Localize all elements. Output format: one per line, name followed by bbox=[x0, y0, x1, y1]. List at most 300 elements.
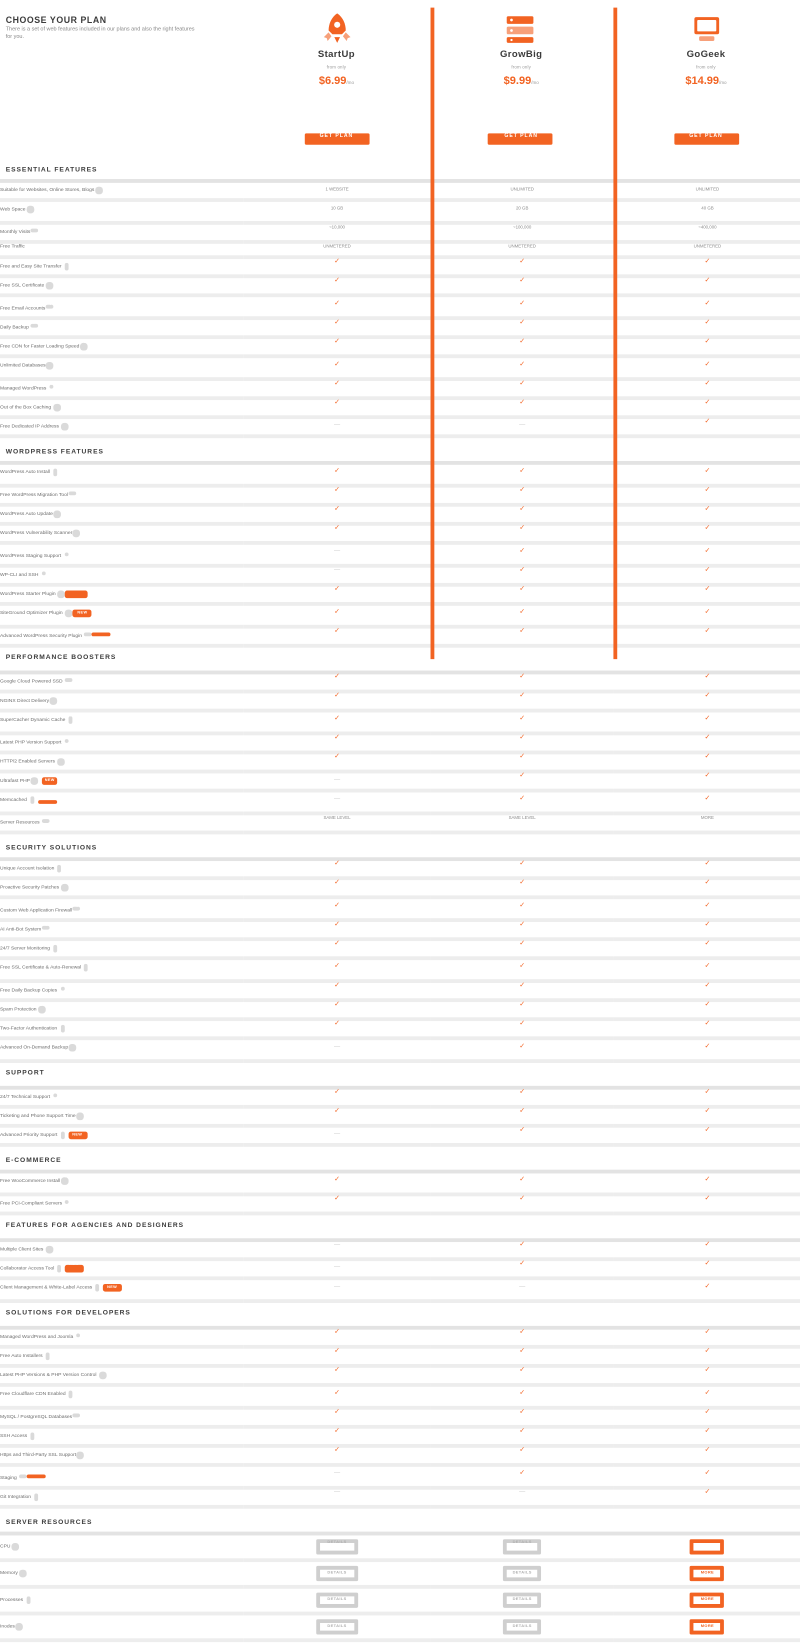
details-button[interactable]: DETAILS bbox=[318, 1593, 357, 1608]
help-icon[interactable]: ? bbox=[41, 818, 47, 824]
feature-value-cell bbox=[430, 772, 615, 792]
table-row bbox=[0, 812, 800, 832]
feature-value-cell bbox=[615, 899, 800, 919]
check-icon: ✓ bbox=[334, 607, 340, 616]
dash-icon: — bbox=[334, 1495, 341, 1499]
check-icon: ✓ bbox=[704, 567, 711, 576]
check-icon: ✓ bbox=[704, 881, 711, 890]
section-title: E-COMMERCE bbox=[0, 1148, 800, 1174]
feature-value-cell bbox=[244, 525, 429, 545]
feature-value-cell bbox=[244, 504, 429, 524]
feature-value-cell bbox=[615, 1328, 800, 1346]
feature-value-cell bbox=[430, 525, 615, 545]
help-icon[interactable]: ? bbox=[70, 490, 76, 496]
check-icon: ✓ bbox=[519, 340, 526, 348]
dash-icon: — bbox=[334, 1047, 341, 1052]
feature-value-cell bbox=[244, 545, 429, 565]
feature-table bbox=[0, 1241, 800, 1301]
feature-label: Latest PHP Versions & PHP Version Control bbox=[0, 1376, 97, 1381]
feature-label: Free Dedicated IP Address bbox=[0, 428, 59, 433]
feature-label: Proactive Security Patches bbox=[0, 889, 60, 894]
feature-value-cell bbox=[244, 1000, 429, 1020]
feature-value-cell[interactable] bbox=[244, 1560, 429, 1587]
feature-label: Git Integration bbox=[0, 1497, 32, 1502]
table-row bbox=[0, 484, 800, 504]
check-icon: ✓ bbox=[519, 1109, 526, 1117]
help-icon[interactable]: ? bbox=[40, 571, 46, 577]
help-icon[interactable]: ? bbox=[12, 1543, 18, 1549]
help-icon[interactable]: ? bbox=[48, 383, 54, 389]
feature-value-cell bbox=[615, 732, 800, 752]
check-icon: ✓ bbox=[704, 714, 711, 723]
feature-value-cell bbox=[244, 1259, 429, 1279]
feature-label: Free WooCommerce Install bbox=[0, 1183, 61, 1188]
check-icon: ✓ bbox=[704, 1429, 711, 1437]
feature-name-cell bbox=[0, 1040, 244, 1060]
details-button[interactable]: DETAILS bbox=[503, 1539, 542, 1554]
feature-value-cell[interactable] bbox=[244, 1535, 429, 1560]
check-icon: ✓ bbox=[334, 279, 340, 288]
feature-name-cell bbox=[0, 317, 244, 337]
help-icon[interactable]: ? bbox=[81, 343, 87, 349]
feature-name-cell bbox=[0, 605, 244, 625]
check-icon: ✓ bbox=[704, 1022, 711, 1031]
feature-value-cell[interactable] bbox=[615, 1614, 800, 1641]
feature-value-cell[interactable] bbox=[430, 1535, 615, 1560]
feature-name-cell bbox=[0, 484, 244, 504]
dash-icon: — bbox=[334, 1267, 341, 1272]
feature-value-cell bbox=[615, 752, 800, 772]
dash-icon: — bbox=[334, 800, 341, 805]
check-icon: ✓ bbox=[519, 319, 526, 328]
plan-price-period: /mo bbox=[346, 84, 354, 88]
feature-value-cell bbox=[430, 183, 615, 201]
feature-name-cell bbox=[0, 1560, 244, 1587]
feature-badge: NEW bbox=[73, 611, 91, 617]
feature-value-cell bbox=[430, 1000, 615, 1020]
section-title: SUPPORT bbox=[0, 1062, 800, 1088]
feature-label: SiteGround Optimizer Plugin bbox=[0, 615, 63, 620]
feature-value-cell bbox=[430, 317, 615, 337]
check-icon: ✓ bbox=[704, 1449, 711, 1458]
feature-value-cell bbox=[615, 1241, 800, 1259]
feature-value-cell[interactable] bbox=[615, 1535, 800, 1560]
feature-label: Unlimited Databases bbox=[0, 367, 46, 372]
help-icon[interactable]: ? bbox=[19, 1473, 25, 1479]
check-icon: ✓ bbox=[334, 901, 340, 910]
feature-value-cell bbox=[430, 1487, 615, 1507]
feature-value-cell bbox=[430, 959, 615, 979]
check-icon: ✓ bbox=[334, 1328, 340, 1337]
feature-badge: NEW bbox=[38, 798, 56, 804]
check-icon: ✓ bbox=[519, 1022, 526, 1031]
details-button[interactable]: MORE bbox=[691, 1566, 724, 1581]
check-icon: ✓ bbox=[519, 1089, 526, 1097]
help-icon[interactable]: ? bbox=[25, 1597, 31, 1603]
feature-name-cell bbox=[0, 585, 244, 605]
check-icon: ✓ bbox=[519, 881, 526, 890]
feature-value-cell bbox=[430, 792, 615, 812]
help-icon[interactable]: ? bbox=[45, 1245, 51, 1251]
feature-value-text: 40 GB bbox=[701, 209, 714, 213]
feature-value-cell bbox=[615, 1126, 800, 1146]
help-icon[interactable]: ? bbox=[59, 1132, 65, 1138]
feature-label: Out of the Box Caching bbox=[0, 408, 52, 412]
feature-name-cell bbox=[0, 297, 244, 317]
plan-price bbox=[614, 73, 799, 88]
feature-label: SSH Access bbox=[0, 1436, 28, 1441]
help-icon[interactable]: ? bbox=[96, 187, 102, 193]
help-icon[interactable]: ? bbox=[33, 1493, 39, 1499]
page-title: CHOOSE YOUR PLAN bbox=[5, 19, 107, 27]
feature-label: Ticketing and Phone Support Time bbox=[0, 1116, 76, 1121]
plan-card-startup bbox=[244, 8, 429, 157]
feature-value-cell bbox=[615, 466, 800, 484]
feature-value-cell bbox=[244, 221, 429, 241]
table-row bbox=[0, 1614, 800, 1641]
feature-value-cell bbox=[615, 418, 800, 438]
table-row bbox=[0, 899, 800, 919]
feature-label: Free WordPress Migration Tool bbox=[0, 494, 68, 499]
check-icon: ✓ bbox=[519, 1042, 526, 1051]
feature-value-cell bbox=[430, 585, 615, 605]
feature-value-cell bbox=[244, 1427, 429, 1447]
details-button[interactable]: MORE bbox=[691, 1539, 724, 1554]
feature-name-cell bbox=[0, 1106, 244, 1126]
feature-value-cell bbox=[615, 605, 800, 625]
check-icon: ✓ bbox=[519, 1409, 526, 1417]
help-icon[interactable]: ? bbox=[45, 1352, 51, 1358]
section-title: SECURITY SOLUTIONS bbox=[0, 834, 800, 860]
table-row bbox=[0, 1126, 800, 1146]
help-icon[interactable]: ? bbox=[68, 1392, 74, 1398]
help-icon[interactable]: ? bbox=[59, 985, 65, 991]
feature-value-cell[interactable] bbox=[430, 1587, 615, 1614]
plan-price bbox=[429, 73, 614, 88]
help-icon[interactable]: ? bbox=[29, 1432, 35, 1438]
feature-value-text: UNMETERED bbox=[323, 247, 351, 251]
get-plan-button-growbig[interactable]: GET PLAN bbox=[488, 133, 553, 145]
feature-value-cell bbox=[244, 585, 429, 605]
help-icon[interactable]: ? bbox=[62, 1179, 68, 1185]
check-icon: ✓ bbox=[519, 400, 526, 409]
feature-name-cell bbox=[0, 504, 244, 524]
feature-label: Ultrafast PHP bbox=[0, 782, 30, 787]
feature-value-text: SAME LEVEL bbox=[323, 820, 351, 825]
feature-label: Free Traffic bbox=[0, 247, 25, 251]
help-icon[interactable]: ? bbox=[57, 758, 63, 764]
help-icon[interactable]: ? bbox=[31, 323, 37, 329]
table-row bbox=[0, 712, 800, 732]
help-icon[interactable]: ? bbox=[94, 1285, 100, 1291]
help-icon[interactable]: ? bbox=[52, 945, 58, 951]
check-icon: ✓ bbox=[334, 507, 340, 515]
feature-name-cell bbox=[0, 257, 244, 277]
check-icon: ✓ bbox=[704, 400, 711, 409]
check-icon: ✓ bbox=[704, 921, 711, 930]
feature-value-cell bbox=[244, 792, 429, 812]
check-icon: ✓ bbox=[704, 1195, 711, 1204]
feature-badge: NEW bbox=[103, 1286, 121, 1292]
details-button[interactable]: DETAILS bbox=[503, 1593, 542, 1608]
feature-name-cell bbox=[0, 1366, 244, 1386]
feature-label: WordPress Vulnerability Scanner bbox=[0, 534, 73, 539]
help-icon[interactable]: ? bbox=[46, 283, 52, 289]
feature-table bbox=[0, 1535, 800, 1643]
help-icon[interactable]: ? bbox=[61, 424, 67, 430]
help-icon[interactable]: ? bbox=[17, 1624, 23, 1630]
help-icon[interactable]: ? bbox=[70, 1046, 76, 1052]
help-icon[interactable]: ? bbox=[67, 718, 73, 724]
feature-value-cell bbox=[615, 1467, 800, 1487]
check-icon: ✓ bbox=[704, 942, 711, 950]
check-icon: ✓ bbox=[519, 587, 526, 596]
feature-label: Memory bbox=[0, 1574, 18, 1578]
feature-value-cell bbox=[430, 939, 615, 959]
help-icon[interactable]: ? bbox=[55, 510, 61, 516]
check-icon: ✓ bbox=[334, 714, 340, 723]
feature-value-cell bbox=[615, 1106, 800, 1126]
details-button[interactable]: DETAILS bbox=[318, 1566, 357, 1581]
check-icon: ✓ bbox=[704, 901, 711, 910]
feature-label: Latest PHP Version Support bbox=[0, 742, 62, 747]
check-icon: ✓ bbox=[704, 627, 711, 636]
check-icon: ✓ bbox=[334, 921, 340, 930]
check-icon: ✓ bbox=[519, 466, 526, 475]
feature-value-cell bbox=[430, 1467, 615, 1487]
feature-value-cell bbox=[430, 545, 615, 565]
check-icon: ✓ bbox=[519, 861, 526, 870]
feature-name-cell bbox=[0, 812, 244, 832]
feature-label: SuperCacher Dynamic Cache bbox=[0, 722, 66, 726]
feature-label: Free Auto Installers bbox=[0, 1356, 43, 1361]
feature-value-cell bbox=[615, 1193, 800, 1213]
check-icon: ✓ bbox=[704, 734, 711, 743]
check-icon: ✓ bbox=[519, 674, 526, 682]
check-icon: ✓ bbox=[704, 1469, 711, 1478]
feature-value-cell bbox=[430, 466, 615, 484]
table-row bbox=[0, 1467, 800, 1487]
check-icon: ✓ bbox=[334, 299, 340, 308]
help-icon[interactable]: ? bbox=[52, 470, 58, 476]
feature-value-cell[interactable] bbox=[244, 1587, 429, 1614]
help-icon[interactable]: ? bbox=[53, 404, 59, 410]
feature-label: Advanced On-Demand Backup bbox=[0, 1050, 69, 1055]
help-icon[interactable]: ? bbox=[29, 798, 35, 804]
get-plan-button-startup[interactable]: GET PLAN bbox=[304, 133, 369, 145]
feature-value-cell bbox=[244, 1328, 429, 1346]
help-icon[interactable]: ? bbox=[52, 1092, 58, 1098]
feature-label: Advanced WordPress Security Plugin bbox=[0, 635, 83, 640]
check-icon: ✓ bbox=[704, 1389, 711, 1397]
feature-value-cell bbox=[244, 979, 429, 999]
feature-value-cell bbox=[615, 625, 800, 645]
check-icon: ✓ bbox=[704, 674, 711, 682]
table-row bbox=[0, 1328, 800, 1346]
plan-card-gogeek bbox=[614, 8, 799, 157]
table-row bbox=[0, 357, 800, 377]
table-row bbox=[0, 1175, 800, 1193]
feature-value-cell bbox=[430, 1088, 615, 1106]
feature-name-cell bbox=[0, 565, 244, 585]
help-icon[interactable]: ? bbox=[47, 303, 53, 309]
check-icon: ✓ bbox=[519, 1348, 526, 1357]
help-icon[interactable]: ? bbox=[32, 778, 38, 784]
feature-value-cell bbox=[615, 1487, 800, 1507]
feature-name-cell bbox=[0, 899, 244, 919]
details-button[interactable]: DETAILS bbox=[503, 1566, 542, 1581]
feature-value-cell bbox=[615, 504, 800, 524]
feature-label: Managed WordPress bbox=[0, 387, 47, 392]
check-icon: ✓ bbox=[704, 299, 711, 308]
feature-value-cell bbox=[615, 1406, 800, 1426]
help-icon[interactable]: ? bbox=[61, 885, 67, 891]
table-row bbox=[0, 337, 800, 357]
check-icon: ✓ bbox=[519, 921, 526, 930]
help-icon[interactable]: ? bbox=[56, 865, 62, 871]
help-icon[interactable]: ? bbox=[38, 1005, 44, 1011]
help-icon[interactable]: ? bbox=[51, 698, 57, 704]
feature-value-text: UNLIMITED bbox=[510, 189, 534, 193]
help-icon[interactable]: ? bbox=[58, 591, 64, 597]
feature-value-cell bbox=[244, 772, 429, 792]
dash-icon: — bbox=[334, 1247, 341, 1252]
check-icon: ✓ bbox=[704, 1002, 711, 1011]
help-icon[interactable]: ? bbox=[63, 263, 69, 269]
help-icon[interactable]: ? bbox=[75, 1332, 81, 1338]
help-icon[interactable]: ? bbox=[65, 677, 71, 683]
details-button[interactable]: DETAILS bbox=[318, 1620, 357, 1635]
details-button[interactable]: DETAILS bbox=[503, 1620, 542, 1635]
feature-value-cell bbox=[615, 1447, 800, 1467]
feature-value-text: MORE bbox=[700, 820, 714, 825]
table-row bbox=[0, 183, 800, 201]
table-row bbox=[0, 605, 800, 625]
check-icon: ✓ bbox=[334, 1109, 340, 1117]
check-icon: ✓ bbox=[704, 466, 711, 475]
feature-value-cell bbox=[615, 378, 800, 398]
feature-value-cell bbox=[430, 712, 615, 732]
feature-value-cell bbox=[244, 1406, 429, 1426]
feature-value-cell bbox=[430, 692, 615, 712]
check-icon: ✓ bbox=[334, 319, 340, 328]
table-row bbox=[0, 752, 800, 772]
check-icon: ✓ bbox=[519, 259, 526, 268]
check-icon: ✓ bbox=[704, 319, 711, 328]
feature-name-cell bbox=[0, 418, 244, 438]
help-icon[interactable]: ? bbox=[78, 1112, 84, 1118]
help-icon[interactable]: ? bbox=[64, 1199, 70, 1205]
feature-label: Web Space bbox=[0, 211, 26, 216]
plan-card-growbig bbox=[429, 8, 614, 157]
help-icon[interactable]: ? bbox=[74, 1412, 80, 1418]
table-row bbox=[0, 398, 800, 418]
help-icon[interactable]: ? bbox=[84, 631, 90, 637]
feature-value-cell bbox=[244, 605, 429, 625]
feature-name-cell bbox=[0, 692, 244, 712]
table-row bbox=[0, 565, 800, 585]
check-icon: ✓ bbox=[519, 279, 526, 288]
help-icon[interactable]: ? bbox=[63, 551, 69, 557]
feature-value-cell bbox=[430, 879, 615, 899]
feature-value-cell bbox=[430, 357, 615, 377]
feature-value-cell[interactable] bbox=[430, 1560, 615, 1587]
help-icon[interactable]: ? bbox=[78, 1453, 84, 1459]
feature-name-cell bbox=[0, 1427, 244, 1447]
check-icon: ✓ bbox=[519, 1262, 526, 1270]
check-icon: ✓ bbox=[519, 734, 526, 743]
feature-value-cell bbox=[615, 1175, 800, 1193]
check-icon: ✓ bbox=[519, 1175, 526, 1184]
check-icon: ✓ bbox=[519, 901, 526, 910]
feature-value-cell bbox=[615, 257, 800, 277]
help-icon[interactable]: ? bbox=[20, 1570, 26, 1576]
feature-value-cell bbox=[244, 1193, 429, 1213]
details-button[interactable]: MORE bbox=[691, 1620, 724, 1635]
check-icon: ✓ bbox=[704, 527, 711, 535]
plan-name: GoGeek bbox=[686, 50, 726, 62]
feature-name-cell bbox=[0, 979, 244, 999]
check-icon: ✓ bbox=[334, 380, 340, 388]
check-icon: ✓ bbox=[519, 1242, 526, 1250]
check-icon: ✓ bbox=[334, 1002, 340, 1011]
feature-value-cell bbox=[244, 241, 429, 257]
check-icon: ✓ bbox=[334, 1429, 340, 1437]
details-button[interactable]: MORE bbox=[691, 1593, 724, 1608]
feature-name-cell bbox=[0, 378, 244, 398]
help-icon[interactable]: ? bbox=[59, 1026, 65, 1032]
feature-value-cell[interactable] bbox=[615, 1587, 800, 1614]
feature-value-cell[interactable] bbox=[430, 1614, 615, 1641]
feature-label: Free Email Accounts bbox=[0, 307, 46, 312]
table-row bbox=[0, 1193, 800, 1213]
check-icon: ✓ bbox=[334, 487, 340, 495]
check-icon: ✓ bbox=[519, 567, 526, 576]
feature-value-cell bbox=[244, 899, 429, 919]
check-icon: ✓ bbox=[519, 714, 526, 723]
feature-value-cell bbox=[244, 752, 429, 772]
help-icon[interactable]: ? bbox=[43, 925, 49, 931]
plan-from-label: from only bbox=[696, 67, 716, 72]
feature-value-cell bbox=[615, 1280, 800, 1300]
feature-value-cell bbox=[430, 812, 615, 832]
feature-label: MySQL / PostgreSQL Databases bbox=[0, 1416, 73, 1421]
help-icon[interactable]: ? bbox=[56, 1265, 62, 1271]
feature-value-cell[interactable] bbox=[244, 1614, 429, 1641]
help-icon[interactable]: ? bbox=[27, 207, 33, 213]
feature-name-cell bbox=[0, 398, 244, 418]
help-icon[interactable]: ? bbox=[63, 738, 69, 744]
help-icon[interactable]: ? bbox=[74, 905, 80, 911]
help-icon[interactable]: ? bbox=[98, 1372, 104, 1378]
feature-value-cell bbox=[430, 919, 615, 939]
feature-value-cell bbox=[430, 565, 615, 585]
feature-value-cell bbox=[430, 1241, 615, 1259]
details-button[interactable]: DETAILS bbox=[318, 1539, 357, 1554]
help-icon[interactable]: ? bbox=[32, 227, 38, 233]
help-icon[interactable]: ? bbox=[83, 965, 89, 971]
check-icon: ✓ bbox=[334, 734, 340, 743]
check-icon: ✓ bbox=[519, 380, 526, 388]
help-icon[interactable]: ? bbox=[48, 363, 54, 369]
help-icon[interactable]: ? bbox=[74, 530, 80, 536]
help-icon[interactable]: ? bbox=[65, 611, 71, 617]
feature-value-cell[interactable] bbox=[615, 1560, 800, 1587]
feature-name-cell bbox=[0, 772, 244, 792]
get-plan-button-gogeek[interactable]: GET PLAN bbox=[673, 133, 738, 145]
feature-sections bbox=[0, 157, 800, 1643]
feature-label: Free PCI-Compliant Servers bbox=[0, 1203, 63, 1208]
